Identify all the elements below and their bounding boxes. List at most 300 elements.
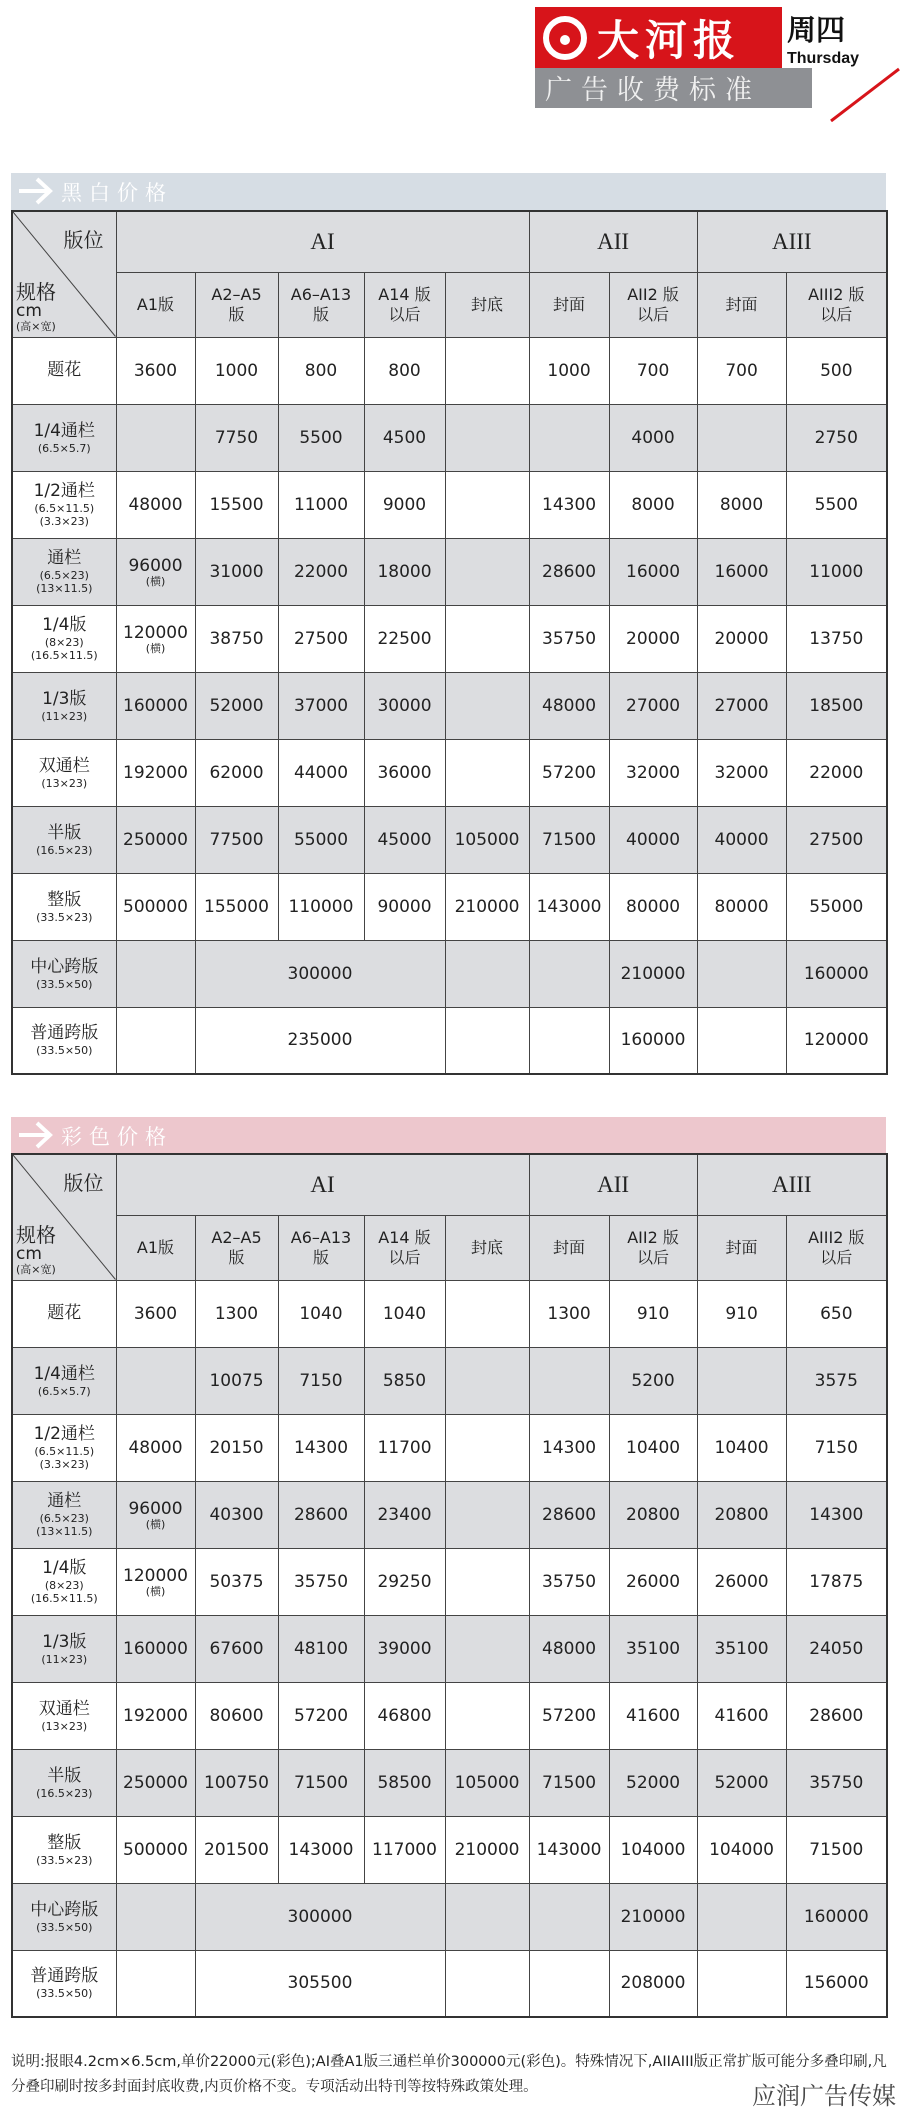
price-cell: 80000 [609, 873, 697, 940]
price-cell: 20800 [609, 1481, 697, 1548]
price-cell: 3600 [116, 337, 195, 404]
price-cell: 38750 [195, 605, 278, 672]
price-cell: 250000 [116, 806, 195, 873]
price-cell: 27000 [697, 672, 786, 739]
price-cell: 48000 [116, 471, 195, 538]
section-title: 彩色价格 [61, 1124, 173, 1149]
price-note: (横) [145, 1584, 166, 1598]
price-cell: 1300 [529, 1280, 609, 1347]
price-cell: 300000 [195, 940, 445, 1007]
price-cell: 40000 [697, 806, 786, 873]
table-row [12, 1347, 887, 1414]
price-cell: 1000 [529, 337, 609, 404]
price-cell: 20150 [195, 1414, 278, 1481]
header-row [12, 1154, 887, 1215]
row-label [12, 672, 116, 739]
price-cell: 55000 [786, 873, 887, 940]
table-row [12, 1548, 887, 1615]
price-cell: 45000 [364, 806, 445, 873]
price-cell: 20000 [697, 605, 786, 672]
price-cell: 13750 [786, 605, 887, 672]
corner-bottom-line: (高×宽) [16, 319, 56, 333]
row-size-spec: (16.5×23) [36, 1786, 93, 1800]
arrow-right-icon [15, 173, 55, 210]
price-cell: 11000 [786, 538, 887, 605]
column-header-line: 版 [312, 304, 329, 324]
row-label-text: 1/4通栏 [33, 1363, 95, 1384]
row-size-spec: (6.5×23) [39, 569, 89, 582]
table-row [12, 1007, 887, 1074]
price-cell: 7150 [786, 1414, 887, 1481]
price-cell: 30000 [364, 672, 445, 739]
empty-cell [529, 1347, 609, 1414]
row-label-text: 1/4版 [42, 1558, 87, 1578]
empty-cell [529, 1950, 609, 2017]
empty-cell [445, 337, 529, 404]
column-header-line: 封底 [471, 294, 504, 314]
price-cell: 700 [609, 337, 697, 404]
column-header-row [12, 1215, 887, 1280]
footnote: 说明:报眼4.2cm×6.5cm,单价22000元(彩色);AI叠A1版三通栏单价300000元(彩色)。特殊情况下,AIIAIII版正常扩版可能分多叠印刷,凡分叠印刷时按多封面封底收费,内页价格不变。专项活动出特刊等按特殊政策处理。 [11, 2054, 887, 2095]
row-label [12, 1481, 116, 1548]
price-cell: 910 [609, 1280, 697, 1347]
row-size-spec: (11×23) [41, 1652, 88, 1666]
table-row [12, 1950, 887, 2017]
column-header [445, 272, 529, 337]
price-cell: 31000 [195, 538, 278, 605]
price-cell: 17875 [786, 1548, 887, 1615]
price-cell: 210000 [609, 940, 697, 1007]
price-cell: 208000 [609, 1950, 697, 2017]
price-cell: 80000 [697, 873, 786, 940]
price-cell: 250000 [116, 1749, 195, 1816]
price-cell: 210000 [445, 1816, 529, 1883]
row-label [12, 1950, 116, 2017]
row-size-spec: (16.5×11.5) [30, 1592, 98, 1605]
price-cell: 3575 [786, 1347, 887, 1414]
price-cell: 20000 [609, 605, 697, 672]
column-header [529, 1215, 609, 1280]
price-cell: 28600 [529, 538, 609, 605]
price-cell: 800 [278, 337, 364, 404]
group-header-aiii: AIII [697, 1154, 887, 1215]
row-label [12, 1347, 116, 1414]
price-cell: 160000 [116, 672, 195, 739]
column-header-line: A2–A5 [211, 284, 262, 304]
price-cell: 500000 [116, 873, 195, 940]
column-header-line: 以后 [637, 1247, 670, 1267]
decorative-slash [831, 69, 899, 121]
empty-cell [445, 1347, 529, 1414]
empty-cell [697, 1950, 786, 2017]
empty-cell [697, 404, 786, 471]
column-header-line: AII2 版 [627, 1227, 679, 1247]
price-cell: 5500 [278, 404, 364, 471]
column-header [786, 272, 887, 337]
column-header-line: A6–A13 [290, 1227, 352, 1247]
price-cell: 71500 [529, 806, 609, 873]
group-header-aii: AII [529, 1154, 697, 1215]
price-cell: 18000 [364, 538, 445, 605]
price-cell: 71500 [278, 1749, 364, 1816]
empty-cell [445, 1615, 529, 1682]
price-cell: 41600 [697, 1682, 786, 1749]
row-label-text: 半版 [47, 1765, 82, 1786]
price-cell: 16000 [609, 538, 697, 605]
price-cell [116, 605, 195, 672]
price-cell: 700 [697, 337, 786, 404]
row-label-text: 整版 [47, 889, 82, 910]
price-cell: 32000 [609, 739, 697, 806]
price-cell: 35100 [697, 1615, 786, 1682]
column-header [786, 1215, 887, 1280]
price-cell: 28600 [786, 1682, 887, 1749]
price-cell: 44000 [278, 739, 364, 806]
price-cell: 201500 [195, 1816, 278, 1883]
column-header [116, 1215, 195, 1280]
table-row [12, 404, 887, 471]
price-cell: 143000 [529, 873, 609, 940]
column-header-line: 以后 [388, 304, 421, 324]
empty-cell [445, 940, 529, 1007]
row-size-spec: (6.5×5.7) [37, 1384, 91, 1398]
empty-cell [445, 1950, 529, 2017]
price-cell: 28600 [529, 1481, 609, 1548]
row-label-text: 1/4通栏 [33, 420, 95, 441]
column-header-line: A14 版 [378, 1227, 431, 1247]
column-header [364, 1215, 445, 1280]
price-cell [116, 1481, 195, 1548]
empty-cell [445, 538, 529, 605]
price-cell: 50375 [195, 1548, 278, 1615]
price-cell: 8000 [697, 471, 786, 538]
column-header-line: AIII2 版 [808, 284, 865, 304]
price-cell: 3600 [116, 1280, 195, 1347]
price-cell: 155000 [195, 873, 278, 940]
price-value: 96000 [128, 1498, 183, 1519]
empty-cell [116, 1883, 195, 1950]
price-cell: 100750 [195, 1749, 278, 1816]
row-label [12, 873, 116, 940]
group-header-ai: AI [116, 1154, 529, 1215]
table-row [12, 337, 887, 404]
corner-bottom-label [16, 281, 56, 333]
row-label-text: 1/2通栏 [33, 481, 95, 501]
price-cell: 27000 [609, 672, 697, 739]
column-header-line: AII2 版 [627, 284, 679, 304]
row-label-text: 普通跨版 [30, 1966, 99, 1987]
column-header-row [12, 272, 887, 337]
empty-cell [445, 1883, 529, 1950]
column-header-line: A1版 [136, 1237, 175, 1257]
price-cell: 210000 [445, 873, 529, 940]
row-label [12, 806, 116, 873]
price-cell: 110000 [278, 873, 364, 940]
row-label [12, 1007, 116, 1074]
column-header-line: 封面 [553, 1237, 586, 1257]
price-cell: 160000 [786, 1883, 887, 1950]
price-cell: 104000 [697, 1816, 786, 1883]
price-cell: 41600 [609, 1682, 697, 1749]
table-row [12, 1749, 887, 1816]
table-row [12, 605, 887, 672]
price-value: 120000 [123, 622, 188, 643]
price-cell: 10075 [195, 1347, 278, 1414]
price-cell: 5500 [786, 471, 887, 538]
empty-cell [445, 1481, 529, 1548]
price-cell: 14300 [278, 1414, 364, 1481]
row-label-text: 1/2通栏 [33, 1424, 95, 1444]
section-bar-bw [11, 173, 886, 210]
row-label [12, 1280, 116, 1347]
price-cell [116, 1548, 195, 1615]
row-label-text: 1/3版 [42, 688, 87, 709]
corner-top-label: 版位 [63, 228, 104, 252]
row-size-spec: (16.5×11.5) [30, 649, 98, 662]
price-cell: 46800 [364, 1682, 445, 1749]
price-cell: 5200 [609, 1347, 697, 1414]
column-header [364, 272, 445, 337]
price-cell: 40000 [609, 806, 697, 873]
row-size-spec: (3.3×23) [39, 515, 89, 528]
row-size-spec: (3.3×23) [39, 1458, 89, 1471]
price-cell: 90000 [364, 873, 445, 940]
price-cell: 48100 [278, 1615, 364, 1682]
price-cell: 26000 [697, 1548, 786, 1615]
price-cell: 52000 [697, 1749, 786, 1816]
column-header [278, 272, 364, 337]
empty-cell [445, 1007, 529, 1074]
price-cell: 192000 [116, 739, 195, 806]
empty-cell [116, 1007, 195, 1074]
row-size-spec: (13×11.5) [36, 1525, 93, 1538]
arrow-right-icon [15, 1117, 55, 1154]
price-cell: 35750 [786, 1749, 887, 1816]
row-size-spec: (33.5×50) [36, 1920, 93, 1934]
section-title: 黑白价格 [61, 180, 173, 205]
row-size-spec: (33.5×50) [36, 1044, 93, 1058]
price-cell: 11000 [278, 471, 364, 538]
price-cell: 22500 [364, 605, 445, 672]
column-header-line: A1版 [136, 294, 175, 314]
price-cell [116, 538, 195, 605]
price-table-bw [11, 210, 888, 1075]
column-header-line: 版 [312, 1247, 329, 1267]
row-size-spec: (33.5×50) [36, 1987, 93, 2001]
column-header-line: 封面 [553, 294, 586, 314]
row-label-text: 中心跨版 [30, 956, 99, 977]
price-cell: 14300 [786, 1481, 887, 1548]
corner-bottom-line: (高×宽) [16, 1262, 56, 1276]
column-header-line: AIII2 版 [808, 1227, 865, 1247]
table-row [12, 806, 887, 873]
row-label [12, 1682, 116, 1749]
column-header-line: 以后 [388, 1247, 421, 1267]
price-cell: 300000 [195, 1883, 445, 1950]
row-size-spec: (6.5×23) [39, 1512, 89, 1525]
column-header-line: 封底 [471, 1237, 504, 1257]
price-cell: 104000 [609, 1816, 697, 1883]
row-label-text: 双通栏 [38, 755, 90, 776]
price-cell: 500000 [116, 1816, 195, 1883]
price-cell: 39000 [364, 1615, 445, 1682]
price-cell: 650 [786, 1280, 887, 1347]
price-cell: 160000 [609, 1007, 697, 1074]
row-label-text: 通栏 [47, 1491, 82, 1511]
newspaper-logo [535, 7, 900, 122]
price-cell: 35100 [609, 1615, 697, 1682]
row-label-text: 1/3版 [42, 1631, 87, 1652]
price-value: 96000 [128, 555, 183, 576]
row-label [12, 1548, 116, 1615]
empty-cell [445, 1414, 529, 1481]
group-header-aii: AII [529, 211, 697, 272]
column-header [529, 272, 609, 337]
table-row [12, 1682, 887, 1749]
price-cell: 62000 [195, 739, 278, 806]
row-label-text: 中心跨版 [30, 1899, 99, 1920]
price-cell: 800 [364, 337, 445, 404]
price-cell: 23400 [364, 1481, 445, 1548]
price-cell: 160000 [116, 1615, 195, 1682]
price-cell: 235000 [195, 1007, 445, 1074]
row-size-spec: (6.5×5.7) [37, 441, 91, 455]
price-cell: 24050 [786, 1615, 887, 1682]
price-cell: 48000 [529, 672, 609, 739]
row-size-spec: (6.5×11.5) [34, 1445, 95, 1458]
price-cell: 48000 [116, 1414, 195, 1481]
price-table-color [11, 1153, 888, 2018]
price-cell: 26000 [609, 1548, 697, 1615]
corner-bottom-line: 规格 [16, 279, 56, 304]
price-cell: 1040 [364, 1280, 445, 1347]
table-row [12, 538, 887, 605]
row-label-text: 题花 [47, 360, 82, 380]
price-note: (横) [145, 574, 166, 588]
price-cell: 15500 [195, 471, 278, 538]
empty-cell [445, 1280, 529, 1347]
row-size-spec: (33.5×50) [36, 977, 93, 991]
column-header [609, 272, 697, 337]
price-cell: 210000 [609, 1883, 697, 1950]
column-header-line: 以后 [820, 304, 853, 324]
price-cell: 29250 [364, 1548, 445, 1615]
price-cell: 500 [786, 337, 887, 404]
price-cell: 305500 [195, 1950, 445, 2017]
table-row [12, 1615, 887, 1682]
column-header-line: 版 [228, 304, 245, 324]
corner-bottom-line: 规格 [16, 1222, 56, 1247]
column-header [697, 272, 786, 337]
price-cell: 192000 [116, 1682, 195, 1749]
header-row [12, 211, 887, 272]
price-cell: 9000 [364, 471, 445, 538]
price-cell: 35750 [278, 1548, 364, 1615]
table-row [12, 940, 887, 1007]
row-label [12, 1749, 116, 1816]
price-cell: 52000 [195, 672, 278, 739]
corner-bottom-line: cm [16, 300, 42, 321]
empty-cell [116, 1950, 195, 2017]
price-cell: 143000 [278, 1816, 364, 1883]
price-cell: 55000 [278, 806, 364, 873]
row-size-spec: (13×23) [41, 776, 88, 790]
price-cell: 22000 [786, 739, 887, 806]
price-cell: 910 [697, 1280, 786, 1347]
table-row [12, 1816, 887, 1883]
row-label [12, 538, 116, 605]
brand-name: 大河报 [597, 16, 742, 65]
empty-cell [445, 739, 529, 806]
table-row [12, 672, 887, 739]
price-cell: 10400 [609, 1414, 697, 1481]
price-note: (横) [145, 1517, 166, 1531]
table-row [12, 1883, 887, 1950]
price-cell: 120000 [786, 1007, 887, 1074]
column-header-line: A2–A5 [211, 1227, 262, 1247]
empty-cell [445, 471, 529, 538]
row-size-spec: (33.5×23) [36, 1853, 93, 1867]
row-label-text: 题花 [47, 1303, 82, 1323]
empty-cell [116, 404, 195, 471]
empty-cell [529, 940, 609, 1007]
empty-cell [445, 1548, 529, 1615]
price-cell: 143000 [529, 1816, 609, 1883]
row-label [12, 337, 116, 404]
price-cell: 156000 [786, 1950, 887, 2017]
row-label [12, 940, 116, 1007]
price-cell: 37000 [278, 672, 364, 739]
price-cell: 2750 [786, 404, 887, 471]
corner-cell [12, 211, 116, 337]
price-cell: 71500 [529, 1749, 609, 1816]
column-header [609, 1215, 697, 1280]
price-cell: 57200 [529, 739, 609, 806]
price-cell: 14300 [529, 471, 609, 538]
price-cell: 1300 [195, 1280, 278, 1347]
empty-cell [529, 1007, 609, 1074]
empty-cell [697, 1007, 786, 1074]
price-cell: 105000 [445, 1749, 529, 1816]
table-row [12, 873, 887, 940]
price-cell: 5850 [364, 1347, 445, 1414]
price-cell: 14300 [529, 1414, 609, 1481]
empty-cell [697, 1883, 786, 1950]
column-header-line: 封面 [725, 294, 758, 314]
empty-cell [529, 1883, 609, 1950]
column-header [697, 1215, 786, 1280]
price-cell: 16000 [697, 538, 786, 605]
row-size-spec: (11×23) [41, 709, 88, 723]
price-cell: 32000 [697, 739, 786, 806]
row-label-text: 1/4版 [42, 615, 87, 635]
column-header-line: 版 [228, 1247, 245, 1267]
price-cell: 67600 [195, 1615, 278, 1682]
price-cell: 28600 [278, 1481, 364, 1548]
empty-cell [116, 940, 195, 1007]
price-cell: 105000 [445, 806, 529, 873]
column-header-line: 以后 [820, 1247, 853, 1267]
price-cell: 7150 [278, 1347, 364, 1414]
column-header-line: 以后 [637, 304, 670, 324]
column-header-line: A6–A13 [290, 284, 352, 304]
price-cell: 18500 [786, 672, 887, 739]
corner-top-label: 版位 [63, 1171, 104, 1195]
row-label [12, 739, 116, 806]
price-cell: 48000 [529, 1615, 609, 1682]
price-cell: 35750 [529, 605, 609, 672]
row-label-text: 普通跨版 [30, 1023, 99, 1044]
